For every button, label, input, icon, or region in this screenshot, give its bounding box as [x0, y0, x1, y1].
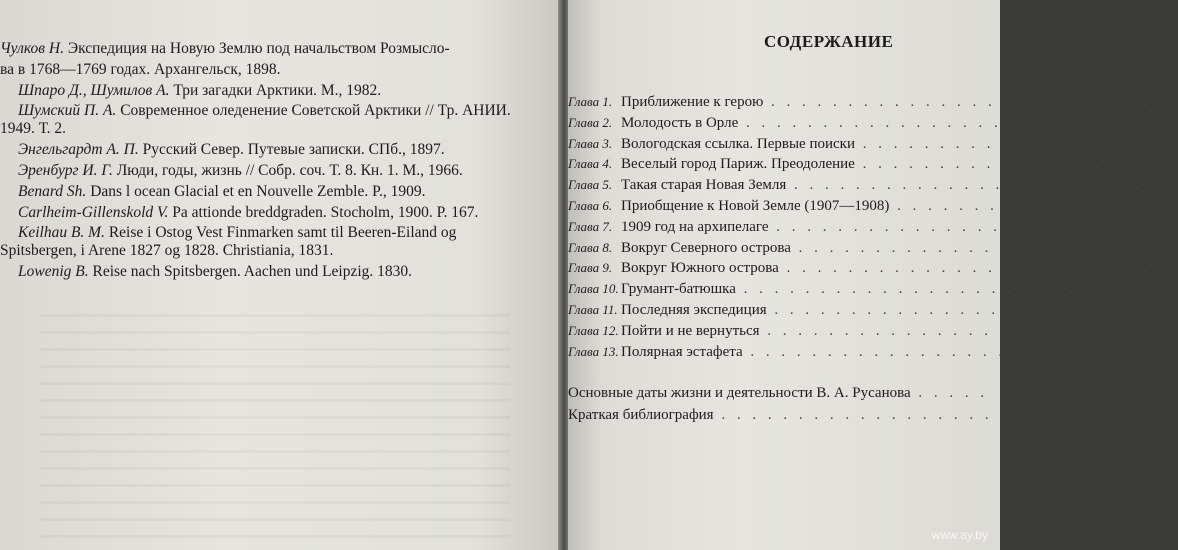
- bibliography-entry: Keilhau B. M. Reise i Ostog Vest Finmarken samt til Beeren-Eiland og Spitsbergen, i Arene 1827 og 1828. Christiania, 1831.: [0, 224, 457, 260]
- page-title: СОДЕРЖАНИЕ: [764, 32, 894, 51]
- bibliography-entry: Энгельгардт А. П. Русский Север. Путевые записки. СПб., 1897.: [18, 141, 445, 159]
- toc-entry: Глава 11. Последняя экспедиция . . . . . . . . . . . . . . . . . . . . . . . . .: [568, 300, 1000, 321]
- chapter-title: Молодость в Орле: [621, 114, 739, 131]
- bibliography-entry: Lowenig B. Reise nach Spitsbergen. Aachen und Leipzig. 1830.: [18, 263, 413, 281]
- chapter-title: Такая старая Новая Земля: [621, 177, 787, 194]
- left-page: [0, 0, 560, 550]
- chapter-label: Глава 8.: [568, 239, 613, 255]
- chapter-title: Веселый город Париж. Преодоление: [621, 156, 855, 173]
- toc-entry: Глава 9. Вокруг Южного острова . . . . . . . . . . . . . . . . . . . . . . . . .: [568, 258, 1000, 279]
- chapter-title: 1909 год на архипелаге: [621, 218, 769, 235]
- chapter-label: Глава 7.: [568, 218, 613, 234]
- watermark: www.ay.by: [931, 528, 988, 542]
- appendix-title: Краткая библиография: [568, 407, 714, 423]
- toc-entry: Краткая библиография . . . . . . . . . . . . . . . . . . . . . . . . . .: [568, 407, 1117, 423]
- chapter-label: Глава 12.: [568, 322, 619, 338]
- toc-entry: Глава 1. Приближение к герою . . . . . . . . . . . . . . . . . . . . . . . . .: [568, 92, 1000, 113]
- toc-entry: Глава 2. Молодость в Орле . . . . . . . . . . . . . . . . . . . . . . . . .: [568, 113, 1000, 134]
- chapter-label: Глава 10.: [568, 281, 619, 297]
- toc-entry: Глава 8. Вокруг Северного острова . . . . . . . . . . . . . . . . . . . . . . . . .: [568, 238, 1000, 259]
- toc-entry: Глава 3. Вологодская ссылка. Первые поиски . . . . . . . . . . . . . . . . . .: [568, 134, 1000, 155]
- chapter-title: Пойти и не вернуться: [621, 322, 760, 339]
- toc-entry: Глава 12. Пойти и не вернуться . . . . . . . . . . . . . . . . . . . . . . . . .: [568, 321, 1000, 342]
- toc-entry: Глава 7. 1909 год на архипелаге . . . . . . . . . . . . . . . . . . . . . . . . .: [568, 217, 1000, 238]
- chapter-label: Глава 4.: [568, 156, 613, 172]
- bibliography-entry: Benard Sh. Dans l ocean Glacial et en Nouvelle Zemble. P., 1909.: [18, 182, 426, 200]
- chapter-title: Грумант-батюшка: [621, 281, 736, 298]
- toc-entry: Глава 10. Грумант-батюшка . . . . . . . . . . . . . . . . . . . . . . . . .: [568, 279, 1000, 300]
- chapter-title: Вологодская ссылка. Первые поиски: [621, 135, 855, 152]
- chapter-label: Глава 2.: [568, 114, 613, 130]
- bleed-through-text: [40, 300, 510, 540]
- bibliography-entry: Шпаро Д., Шумилов А. Три загадки Арктики. М., 1982.: [18, 81, 382, 99]
- chapter-label: Глава 1.: [568, 94, 613, 109]
- bibliography-entry: Эренбург И. Г. Люди, годы, жизнь // Собр. соч. Т. 8. Кн. 1. М., 1966.: [18, 161, 463, 179]
- chapter-label: Глава 6.: [568, 197, 613, 213]
- chapter-title: Полярная эстафета: [621, 343, 743, 360]
- bibliography-entry: Чулков Н. Экспедиция на Новую Землю под начальством Розмысло-: [0, 40, 450, 57]
- right-page: [568, 0, 1178, 550]
- bibliography-entry: ва в 1768—1769 годах. Архангельск, 1898.: [0, 60, 281, 78]
- appendix-list: [568, 382, 1117, 426]
- chapter-label: Глава 3.: [568, 135, 613, 151]
- bibliography-list: [0, 40, 520, 284]
- chapter-label: Глава 13.: [568, 343, 619, 359]
- appendix-title: Основные даты жизни и деятельности В. А. Русанова: [568, 385, 911, 401]
- toc-entry: Глава 4. Веселый город Париж. Преодоление . . . . . . . . . . . . . . . . . .: [568, 154, 1000, 175]
- toc-entry: Глава 13. Полярная эстафета . . . . . . . . . . . . . . . . . . . . . . . . .: [568, 342, 1000, 363]
- table-of-contents: [568, 92, 1178, 362]
- chapter-title: Приближение к герою: [621, 94, 764, 110]
- chapter-title: Вокруг Южного острова: [621, 260, 779, 277]
- bibliography-entry: Carlheim-Gillenskold V. Pa attionde breddgraden. Stocholm, 1900. P. 167.: [18, 203, 479, 221]
- chapter-label: Глава 9.: [568, 260, 613, 276]
- toc-entry: Глава 6. Приобщение к Новой Земле (1907—1908) . . . . . . . . . . .: [568, 196, 1000, 217]
- toc-entry: Глава 5. Такая старая Новая Земля . . . . . . . . . . . . . . . . . . . . . . . . .: [568, 175, 1000, 196]
- chapter-label: Глава 5.: [568, 177, 613, 193]
- chapter-title: Вокруг Северного острова: [621, 239, 791, 256]
- chapter-label: Глава 11.: [568, 301, 618, 317]
- chapter-title: Последняя экспедиция: [621, 301, 767, 318]
- toc-entry: Основные даты жизни и деятельности В. А. Русанова . . . . .: [568, 385, 989, 401]
- bibliography-entry: Шумский П. А. Современное оледенение Советской Арктики // Тр. АНИИ. 1949. Т. 2.: [0, 102, 511, 138]
- chapter-title: Приобщение к Новой Земле (1907—1908): [621, 197, 890, 214]
